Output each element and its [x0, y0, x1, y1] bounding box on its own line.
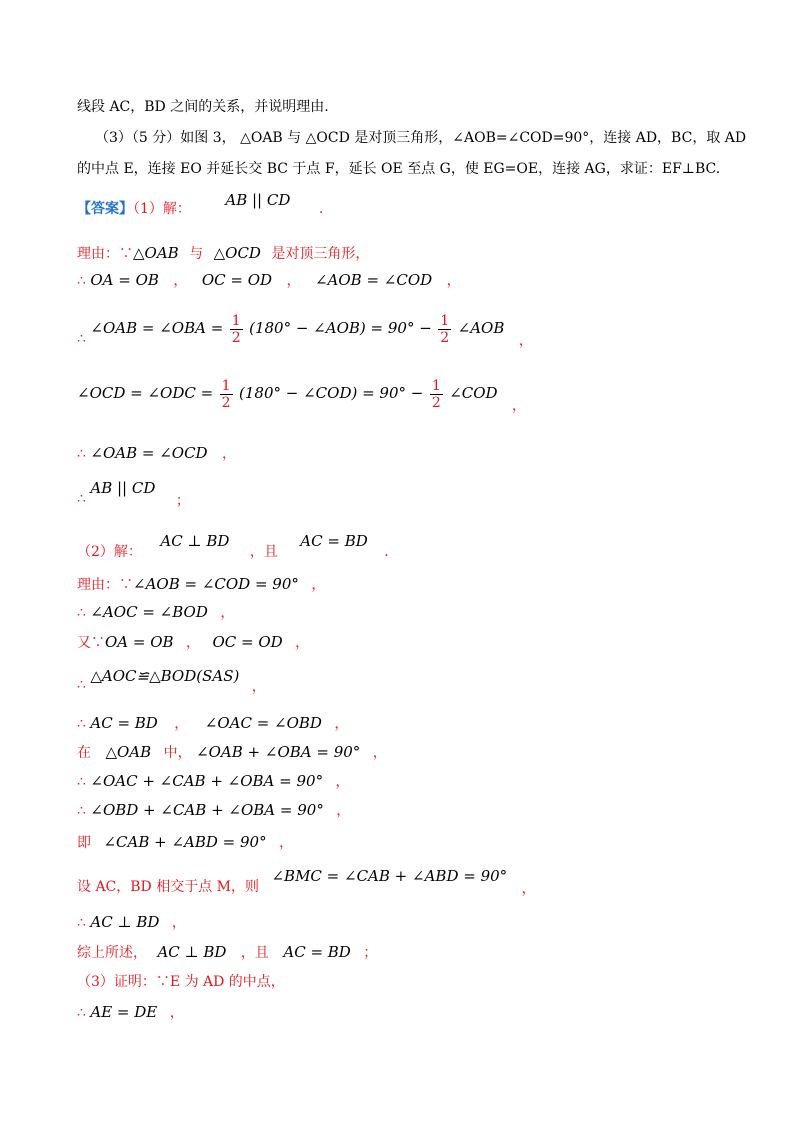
eq-ocd-left: ∠OCD = ∠ODC =	[77, 384, 214, 402]
part1-result: AB || CD	[225, 191, 291, 209]
eq-oab-mid: (180° − ∠AOB) = 90° −	[249, 319, 432, 337]
reason-line	[77, 243, 369, 264]
oab-ocd-line	[77, 443, 236, 464]
sum2-line	[77, 771, 350, 792]
sum3-line	[77, 800, 350, 821]
ac-perp-bd: AC ⊥ BD	[160, 532, 230, 550]
ac-perp-bd: AC ⊥ BD	[157, 943, 227, 961]
therefore-symbol: ∴	[77, 446, 86, 462]
comma: ，	[336, 803, 351, 819]
eq-perp: AC ⊥ BD	[90, 913, 160, 931]
part3-intro: （3）证明：∵E 为 AD 的中点，	[77, 974, 285, 990]
reason2-line	[77, 574, 325, 595]
therefore-symbol: ∴	[77, 716, 86, 732]
eq-oa-ob: OA = OB	[105, 633, 174, 651]
therefore-symbol: ∴	[77, 491, 86, 507]
eq-oab-ocd: ∠OAB = ∠OCD	[90, 444, 208, 462]
angle-ocd-line	[77, 375, 526, 412]
comma: ，	[334, 716, 349, 732]
eq-aob-cod: ∠AOB = ∠COD	[314, 271, 433, 289]
comma: ，	[372, 745, 387, 761]
eq-sum1: ∠OAB + ∠OBA = 90°	[196, 743, 361, 761]
eq-sum2: ∠OAC + ∠CAB + ∠OBA = 90°	[90, 772, 324, 790]
comma: ，	[251, 679, 266, 695]
period: .	[384, 544, 389, 560]
eq-ae-de: AE = DE	[90, 1003, 158, 1021]
eq-aob-cod-90: ∠AOB = ∠COD = 90°	[133, 575, 299, 593]
question-line-3: 的中点 E，连接 EO 并延长交 BC 于点 F，延长 OE 至点 G，使 EG=OE，连接 AG，求证：EF⊥BC.	[77, 161, 721, 177]
therefore-symbol: ∴	[77, 915, 86, 931]
comma: ，	[220, 605, 235, 621]
eq-sum4: ∠CAB + ∠ABD = 90°	[103, 833, 267, 851]
triangle-oab: △OAB	[105, 743, 152, 761]
let-text: 设 AC，BD 相交于点 M，则	[77, 879, 260, 895]
eq-oc-od: OC = OD	[212, 633, 283, 651]
also-line	[77, 632, 309, 653]
equalities-line	[77, 270, 461, 291]
comma: ，	[311, 577, 326, 593]
and-text: 且	[254, 945, 269, 961]
therefore-symbol: ∴	[77, 331, 86, 347]
fraction-half: $\frac{1}{2}$	[431, 377, 441, 411]
comma: ，	[335, 774, 350, 790]
comma: ，	[512, 398, 527, 414]
eq-oab-right: ∠AOB	[457, 319, 505, 337]
comma: ，	[295, 635, 310, 651]
part1-end: .	[318, 201, 324, 217]
eq-sum3: ∠OBD + ∠CAB + ∠OBA = 90°	[90, 801, 324, 819]
therefore-symbol: ∴	[77, 273, 86, 289]
comma: ，	[521, 881, 536, 897]
ab-parallel-cd: AB || CD	[90, 479, 156, 497]
fraction-half: $\frac{1}{2}$	[440, 312, 450, 346]
comma: ，	[446, 273, 461, 289]
summary-line	[77, 942, 377, 963]
comma: ，	[173, 273, 188, 289]
ac-bd-line	[77, 713, 348, 734]
comma: ，	[174, 716, 189, 732]
reason2-prefix: 理由：∵	[77, 577, 133, 593]
part1-intro: （1）解：	[133, 201, 191, 217]
eq-oac-obd: ∠OAC = ∠OBD	[204, 714, 322, 732]
comma: ，	[169, 1005, 184, 1021]
therefore-symbol: ∴	[77, 605, 86, 621]
eq-ac-bd: AC = BD	[90, 714, 158, 732]
ae-de-line	[77, 1002, 184, 1023]
comma: ，	[186, 635, 201, 651]
angle-oab-line	[77, 310, 533, 347]
summary-text: 综上所述，	[77, 945, 147, 961]
comma: ，	[518, 333, 533, 349]
answer-tag: 【答案】	[77, 201, 133, 217]
comma: ，	[222, 446, 237, 462]
congruence-statement: △AOC≌△BOD(SAS)	[90, 667, 240, 685]
comma: ，	[249, 544, 264, 560]
therefore-symbol: ∴	[77, 774, 86, 790]
eq-oc-od: OC = OD	[201, 271, 273, 289]
therefore-symbol: ∴	[77, 803, 86, 819]
fraction-half: $\frac{1}{2}$	[221, 377, 231, 411]
and-text: 且	[263, 544, 278, 560]
triangle-ocd: △OCD	[213, 244, 261, 262]
ac-equal-bd: AC = BD	[283, 943, 351, 961]
comma: ，	[286, 273, 301, 289]
eq-ocd-right: ∠COD	[449, 384, 498, 402]
comma: ，	[171, 915, 186, 931]
reason-prefix: 理由：∵	[77, 246, 133, 262]
answer-part2	[77, 532, 389, 560]
in-text: 在	[77, 745, 91, 761]
eq-oa-ob: OA = OB	[90, 271, 159, 289]
therefore-symbol: ∴	[77, 1005, 86, 1021]
eq-ocd-mid: (180° − ∠COD) = 90° −	[239, 384, 424, 402]
semicolon: ；	[175, 493, 190, 509]
eq-bmc: ∠BMC = ∠CAB + ∠ABD = 90°	[271, 867, 508, 885]
part2-intro: （2）解：	[77, 544, 142, 560]
intersect-line	[77, 867, 536, 897]
eq-oab-left: ∠OAB = ∠OBA =	[90, 319, 224, 337]
reason-suffix: 是对顶三角形，	[271, 246, 370, 262]
middle-text: 中，	[163, 745, 192, 761]
perp-line	[77, 912, 186, 933]
semicolon: ；	[363, 945, 378, 961]
ac-equal-bd: AC = BD	[300, 532, 368, 550]
triangle-oab: △OAB	[133, 244, 179, 262]
parallel-line	[77, 479, 190, 509]
question-line-1: 线段 AC，BD 之间的关系，并说明理由.	[77, 99, 329, 115]
comma: ，	[279, 835, 294, 851]
namely-text: 即	[77, 835, 91, 851]
therefore-symbol: ∴	[77, 677, 86, 693]
sum4-line	[77, 832, 293, 853]
congruent-line	[77, 666, 266, 695]
aoc-bod-line	[77, 602, 234, 623]
in-triangle-line	[77, 742, 387, 763]
fraction-half: $\frac{1}{2}$	[231, 312, 241, 346]
also-text: 又∵	[77, 635, 105, 651]
answer-part1	[77, 191, 324, 219]
question-line-2: （3）（5 分）如图 3， △OAB 与 △OCD 是对顶三角形，∠AOB=∠COD=90°，连接 AD，BC，取 AD	[95, 130, 747, 146]
eq-aoc-bod: ∠AOC = ∠BOD	[90, 603, 208, 621]
reason-mid: 与	[189, 246, 204, 262]
comma: ，	[240, 945, 255, 961]
